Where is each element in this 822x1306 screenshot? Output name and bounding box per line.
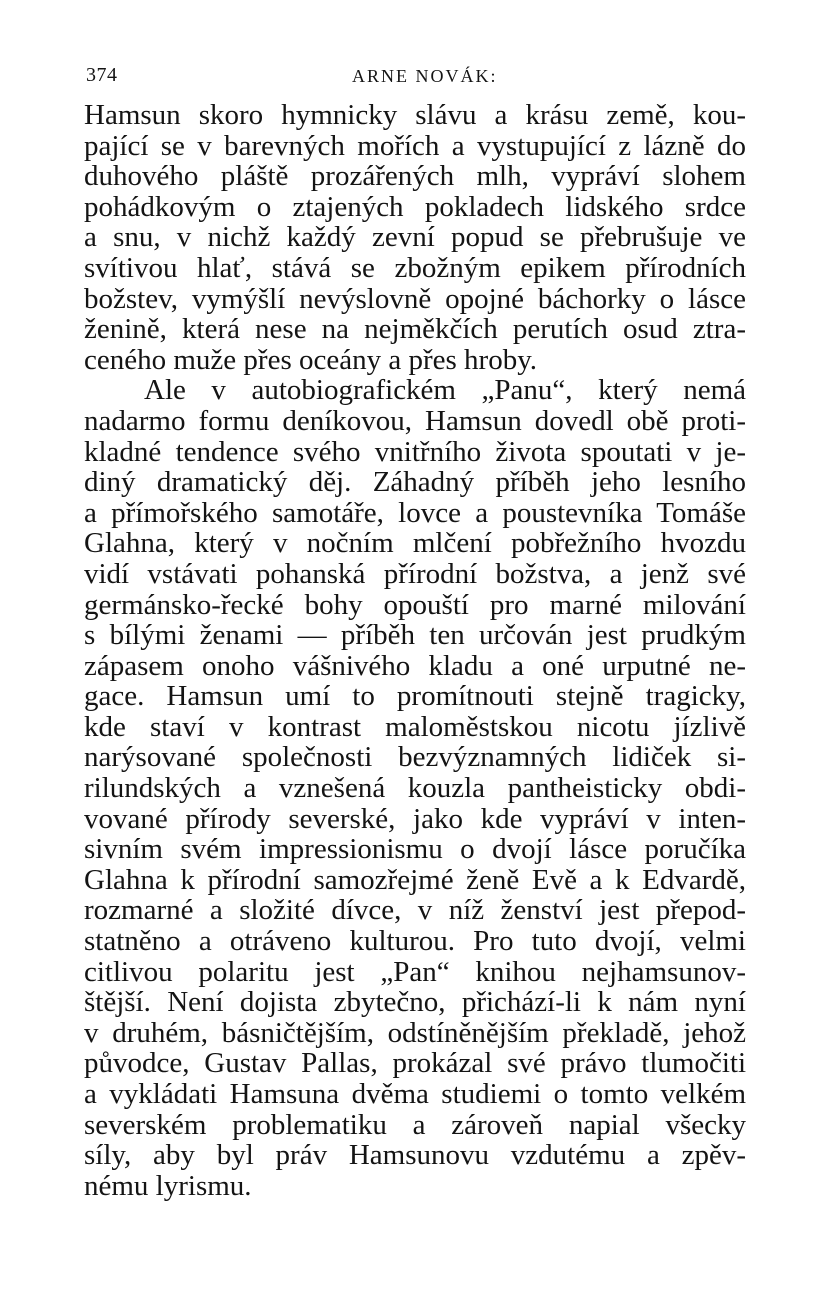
text-line: původce, Gustav Pallas, prokázal své právo tlumočiti — [84, 1048, 746, 1079]
text-line: štější. Není dojista zbytečno, přichází-li k nám nyní — [84, 987, 746, 1018]
text-line: rozmarné a složité dívce, v níž ženství jest přepod- — [84, 895, 746, 927]
text-line: nadarmo formu deníkovou, Hamsun dovedl obě proti- — [84, 405, 746, 437]
text-line: statněno a otráveno kulturou. Pro tuto dvojí, velmi — [84, 926, 746, 957]
text-line: germánsko-řecké bohy opouští pro marné milování — [84, 589, 746, 621]
text-line: ženině, která nese na nejměkčích perutích osud ztra- — [84, 314, 746, 345]
text-line: a přímořského samotáře, lovce a poustevníka Tomáše — [84, 497, 746, 529]
text-line: narýsované společnosti bezvýznamných lidiček si- — [84, 742, 746, 774]
text-line: duhového pláště prozářených mlh, vypráví slohem — [84, 161, 746, 192]
text-line: zápasem onoho vášnivého kladu a oné urputné ne- — [84, 650, 746, 682]
text-line: v druhém, básničtějším, odstíněnějším překladě, jehož — [84, 1017, 746, 1049]
text-line: Hamsun skoro hymnicky slávu a krásu země, kou- — [84, 100, 746, 131]
text-line: severském problematiku a zároveň napial všecky — [84, 1109, 746, 1141]
text-line: kladné tendence svého vnitřního života spoutati v je- — [84, 436, 746, 468]
text-line: gace. Hamsun umí to promítnouti stejně tragicky, — [84, 681, 746, 712]
text-line: vidí vstávati pohanská přírodní božstva, a jenž své — [84, 558, 746, 590]
paragraph-1 — [84, 100, 746, 375]
paragraph-2 — [84, 375, 746, 1201]
text-line: rilundských a vznešená kouzla pantheisticky obdi- — [84, 773, 746, 804]
text-line: božstev, vymýšlí nevýslovně opojné báchorky o lásce — [84, 283, 746, 315]
text-line: ceného muže přes oceány a přes hroby. — [84, 344, 538, 376]
text-line: diný dramatický děj. Záhadný příběh jeho lesního — [84, 467, 746, 498]
text-line: nému lyrismu. — [84, 1170, 252, 1202]
body-text — [84, 100, 746, 1201]
text-line: Glahna, který v nočním mlčení pobřežního hvozdu — [84, 528, 746, 559]
text-line: pohádkovým o ztajených pokladech lidského srdce — [84, 191, 746, 223]
text-line: Glahna k přírodní samozřejmé ženě Evě a k Edvardě, — [84, 864, 746, 896]
text-line: a snu, v nichž každý zevní popud se přebrušuje ve — [84, 222, 746, 253]
page-number: 374 — [86, 64, 118, 86]
text-line: síly, aby byl práv Hamsunovu vzdutému a zpěv- — [84, 1140, 746, 1171]
running-head: ARNE NOVÁK: — [352, 66, 498, 86]
text-line: s bílými ženami — příběh ten určován jest prudkým — [84, 620, 746, 651]
text-line: pající se v barevných mořích a vystupující z lázně do — [84, 130, 746, 162]
text-line: sivním svém impressionismu o dvojí lásce poručíka — [84, 834, 746, 865]
text-line: citlivou polaritu jest „Pan“ knihou nejhamsunov- — [84, 956, 746, 988]
text-line: a vykládati Hamsuna dvěma studiemi o tomto velkém — [84, 1079, 746, 1110]
text-line: vované přírody severské, jako kde vypráví v inten- — [84, 803, 746, 835]
text-line: Ale v autobiografickém „Panu“, který nemá — [144, 375, 746, 406]
text-line: kde staví v kontrast maloměstskou nicotu jízlivě — [84, 711, 746, 743]
text-line: svítivou hlať, stává se zbožným epikem přírodních — [84, 252, 746, 284]
